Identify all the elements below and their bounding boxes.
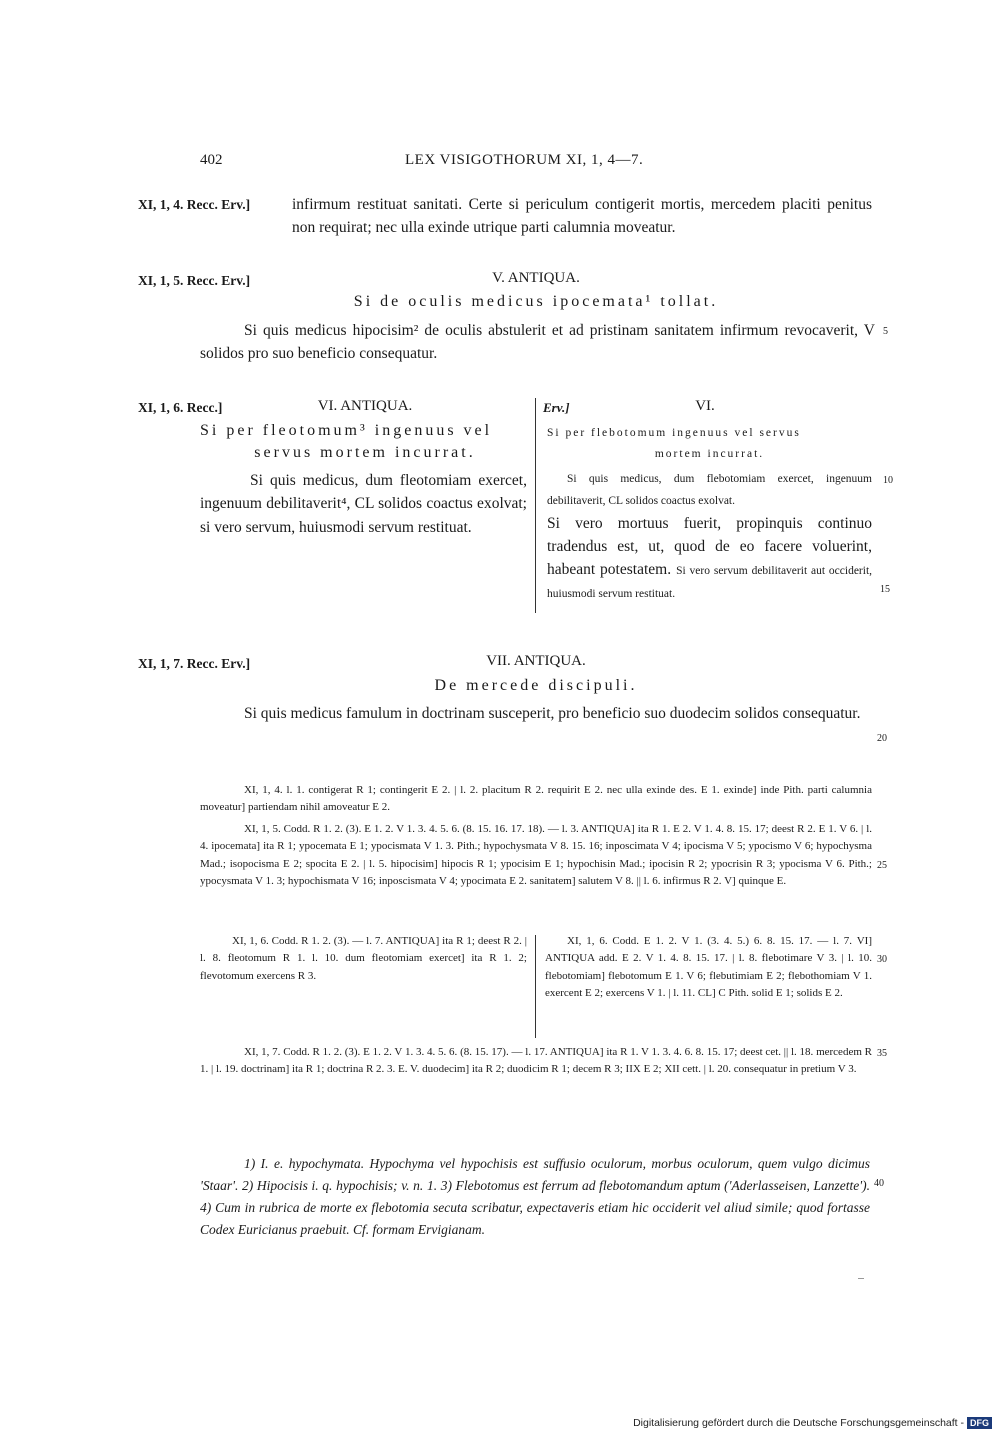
dfg-logo: DFG <box>967 1417 992 1429</box>
section-5-rubric: Si de oculis medicus ipocemata¹ tollat. <box>353 293 719 310</box>
section-7-heading: VII. ANTIQUA. <box>486 653 586 669</box>
section-6-right-text <box>547 468 872 606</box>
section-ref-5: XI, 1, 5. Recc. Erv.] <box>138 273 251 288</box>
apparatus-4: XI, 1, 4. l. 1. contigerat R 1; contingerit E 2. | l. 2. placitum R 2. requirit E 2. nec ulla exinde des. E 1. exinde] inde Pith. parti calumnia moveatur] partiendam nihil amoveatur E 2. <box>200 784 872 814</box>
line-number-5: 5 <box>883 326 888 337</box>
apparatus-5: XI, 1, 5. Codd. R 1. 2. (3). E 1. 2. V 1. 3. 4. 5. 6. (8. 15. 16. 17. 18). — l. 3. ANTIQUA] ita R 1. E 2. V 1. 4. 8. 15. 17; deest R 2. E 1. V 6. | l. 4. ipocemata] ita R 1; ypocemata E 1; ypocismata V 1. 3. Pith.; hypochysmata V 8. 15. 16; inposcimata V 4; ipocisma V 5; ypocismo V 6; hypochysma Mad.; isopocisma E 2; spocita E 2. | l. 5. hipocisim] hipocis R 1; ypocisim E 1; hypochisin Mad.; ipocisin R 2; ypocrisin R 3; ypocisma V 6. Pith.; ypocysmata V 1. 3; hypochismata V 16; inposcismata V 4; ypocimata E 2. sanitatem] salutem V 8. || l. 6. infirmus R 2. V] quinque E. <box>200 823 872 887</box>
section-6-left-rubric-2: servus mortem incurrat. <box>254 444 476 461</box>
digitization-footer <box>633 1417 992 1429</box>
section-ref-6: XI, 1, 6. Recc.] <box>138 400 223 415</box>
line-number-20: 20 <box>877 733 887 744</box>
section-ref-4: XI, 1, 4. Recc. Erv.] <box>138 197 251 212</box>
section-6-right-large: Si vero mortuus fuerit, propinquis continuo tradendus est, ut, quod de eo facere voluerint, habeant potestatem. <box>547 515 872 578</box>
section-6-right-rubric-2: mortem incurrat. <box>654 448 765 460</box>
footer-text: Digitalisierung gefördert durch die Deutsche Forschungsgemeinschaft - <box>633 1417 964 1429</box>
section-6-right-heading: VI. <box>695 398 715 414</box>
section-7-text: Si quis medicus famulum in doctrinam susceperit, pro beneficio suo duodecim solidos consequatur. <box>244 705 861 722</box>
line-number-35: 35 <box>877 1048 887 1059</box>
section-ref-7: XI, 1, 7. Recc. Erv.] <box>138 656 251 671</box>
line-number-10: 10 <box>883 475 893 486</box>
apparatus-divider <box>535 935 536 1038</box>
section-6-right-small-1: Si quis medicus, dum flebotomiam exercet, ingenuum debilitaverit, CL solidos coactus exolvat. <box>547 473 872 507</box>
section-7-rubric: De mercede discipuli. <box>434 677 638 694</box>
line-number-30: 30 <box>877 954 887 965</box>
line-number-25: 25 <box>877 860 887 871</box>
line-number-15: 15 <box>880 584 890 595</box>
footnotes <box>200 1153 870 1241</box>
footnotes-text: 1) I. e. hypochymata. Hypochyma vel hypochisis est suffusio oculorum, morbus oculorum, quem vulgo dicimus 'Staar'. 2) Hipocisis i. q. hypochisis; v. n. 1. 3) Flebotomus est ferrum ad flebotomandum aptum ('Aderlasseisen, Lanzette'). 4) Cum in rubrica de morte ex flebotomia secuta scribatur, expectaveris etiam hic occiderit vel aliud simile; quod fortasse Codex Euricianus praebuit. Cf. formam Ervigianam. <box>200 1156 870 1237</box>
section-6-right-small-2: Si vero servum debilitaverit aut occiderit, huiusmodi servum restituat. <box>547 565 873 600</box>
apparatus-6-right: XI, 1, 6. Codd. E 1. 2. V 1. (3. 4. 5.) 6. 8. 15. 17. — l. 7. VI] ANTIQUA add. E 2. V 1. 4. 8. 15. 17. | l. 8. flebotimare V 3. | l. 10. flebotomiam] flebotomum E 1. V 6; flebutimiam E 2; flebothomiam V 1. exercent E 2; exercens V 1. | l. 11. CL] C Pith. solid E 1; solids E 2. <box>545 935 872 999</box>
section-6-right-ref: Erv.] <box>543 400 570 415</box>
line-number-40: 40 <box>874 1178 884 1189</box>
section-5-text: Si quis medicus hipocisim² de oculis abstulerit et ad pristinam sanitatem infirmum revocaverit, V solidos pro suo beneficio consequatur. <box>200 322 875 362</box>
section-4-text <box>292 193 872 239</box>
section-6-left-rubric-1: Si per fleotomum³ ingenuus vel <box>200 422 493 439</box>
page-mark <box>858 1278 864 1279</box>
apparatus-6-left: XI, 1, 6. Codd. R 1. 2. (3). — l. 7. ANTIQUA] ita R 1; deest R 2. | l. 8. fleotomum R 1. l. 10. dum fleotomiam exercet] ita R 1. 2; flevotomum exercens R 3. <box>200 935 527 982</box>
section-6-left-text: Si quis medicus, dum fleotomiam exercet, ingenuum debilitaverit⁴, CL solidos coactus exolvat; si vero servum, huiusmodi servum restituat. <box>200 472 527 536</box>
running-title: LEX VISIGOTHORUM XI, 1, 4—7. <box>405 152 644 168</box>
page-number: 402 <box>200 152 223 168</box>
section-4-body: infirmum restituat sanitati. Certe si periculum contigerit mortis, mercedem placiti penitus non requirat; nec ulla exinde utrique parti calumnia moveatur. <box>292 196 872 236</box>
section-6-left-heading: VI. ANTIQUA. <box>317 398 413 414</box>
apparatus-7: XI, 1, 7. Codd. R 1. 2. (3). E 1. 2. V 1. 3. 4. 5. 6. (8. 15. 17). — l. 17. ANTIQUA] ita R 1. V 1. 3. 4. 6. 8. 15. 17; deest cet. || l. 18. mercedem R 1. | l. 19. doctrinam] ita R 1; doctrina R 2. 3. E. V. duodecim] ita R 2; duodicim R 1; decem R 3; IIX E 2; XII cett. | l. 20. consequatur in pretium V 3. <box>200 1046 872 1076</box>
section-5-heading: V. ANTIQUA. <box>492 270 580 286</box>
column-divider <box>535 398 536 613</box>
section-6-right-rubric-1: Si per flebotomum ingenuus vel servus <box>547 427 801 439</box>
